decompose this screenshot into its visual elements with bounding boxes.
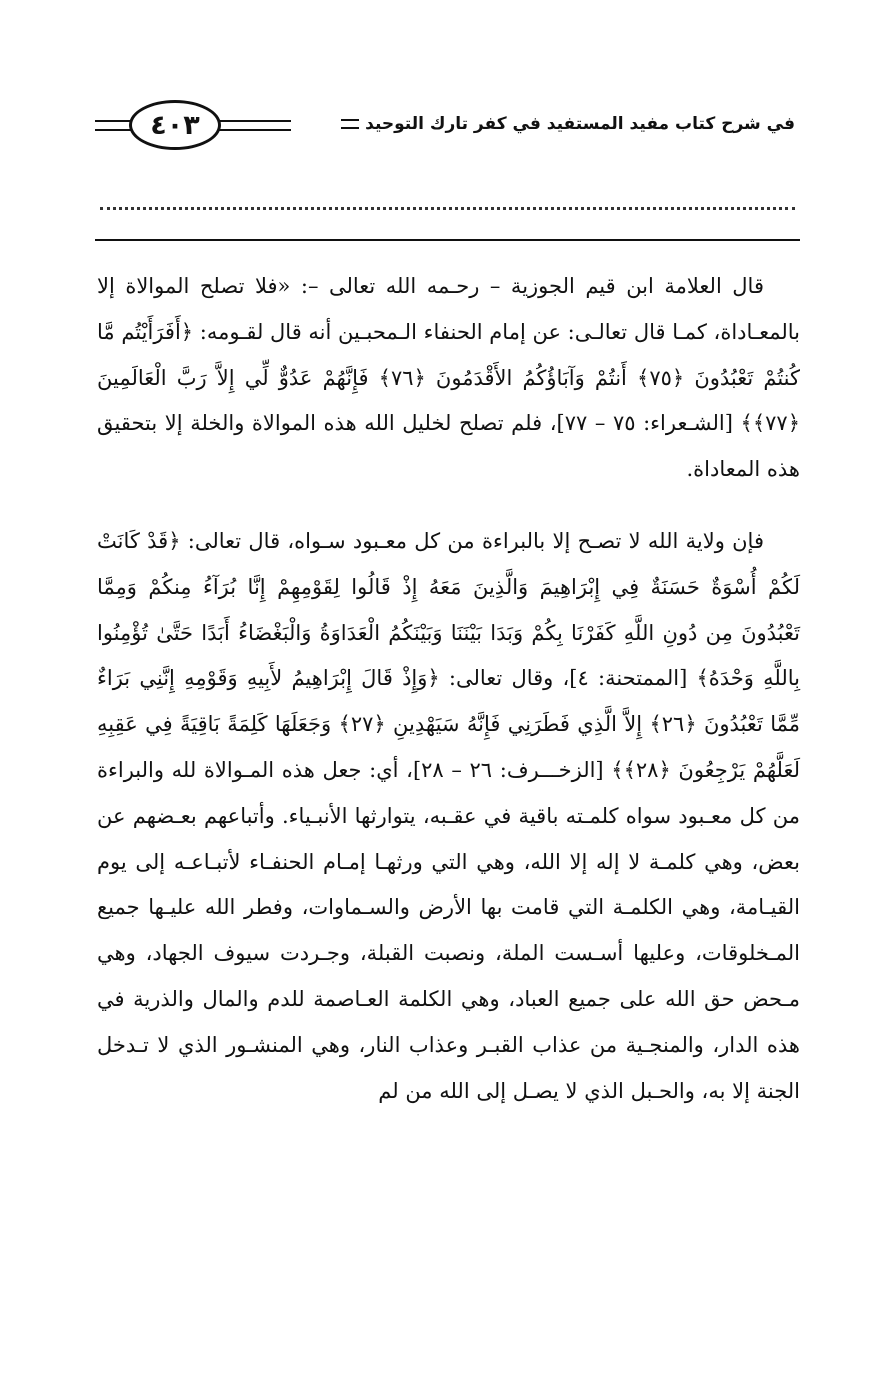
page-number-badge — [129, 100, 221, 150]
header-solid-divider — [95, 239, 800, 241]
title-double-rule — [341, 119, 359, 129]
page-header — [95, 100, 795, 160]
paragraph-wilayah-baraah: فإن ولاية الله لا تصـح إلا بالبراءة من كل معـبود سـواه، قال تعالى: ﴿قَدْ كَانَتْ لَكُمْ أُسْوَةٌ حَسَنَةٌ فِي إِبْرَاهِيمَ وَالَّذِينَ مَعَهُ إِذْ قَالُوا لِقَوْمِهِمْ إِنَّا بُرَآءُ مِنكُمْ وَمِمَّا تَعْبُدُونَ مِن دُونِ اللَّهِ كَفَرْنَا بِكُمْ وَبَدَا بَيْنَنَا وَبَيْنَكُمُ الْعَدَاوَةُ وَالْبَغْضَاءُ أَبَدًا حَتَّىٰ تُؤْمِنُوا بِاللَّهِ وَحْدَهُ﴾ [الممتحنة: ٤]، وقال تعالى: ﴿وَإِذْ قَالَ إِبْرَاهِيمُ لأَبِيهِ وَقَوْمِهِ إِنَّنِي بَرَاءٌ مِّمَّا تَعْبُدُونَ ﴿٢٦﴾ إِلاَّ الَّذِي فَطَرَنِي فَإِنَّهُ سَيَهْدِينِ ﴿٢٧﴾ وَجَعَلَهَا كَلِمَةً بَاقِيَةً فِي عَقِبِهِ لَعَلَّهُمْ يَرْجِعُونَ ﴿٢٨﴾﴾ [الزخـــرف: ٢٦ – ٢٨]، أي: جعل هذه المـوالاة لله والبراءة من كل معـبود سواه كلمـته باقية في عقـبه، يتوارثها الأنبـياء. وأتباعهم بعـضهم عن بعض، وهي كلمـة لا إله إلا الله، وهي التي ورثهـا إمـام الحنفـاء لأتبـاعـه إلى يوم القيـامة، وهي الكلمـة التي قامت بها الأرض والسـماوات، وفطر الله عليـها جميع المـخلوقات، وعليها أسـست الملة، ونصبت القبلة، وجـردت سيوف الجهاد، وهي مـحض حق الله على جميع العباد، وهي الكلمة العـاصمة للدم والمال والذرية في هذه الدار، والمنجـية من عذاب القبـر وعذاب النار، وهي المنشـور الذي لا تـدخل الجنة إلا به، والحـبل الذي لا يصـل إلى الله من لم — [97, 528, 801, 1103]
page-body — [97, 264, 800, 1114]
running-title — [341, 114, 795, 134]
header-dotted-divider — [100, 207, 795, 210]
running-title-text: في شرح كتاب مفيد المستفيد في كفر تارك التوحيد — [365, 114, 795, 134]
paragraph-ibn-qayyim-quote: قال العلامة ابن قيم الجوزية – رحـمه الله تعالى –: «فلا تصلح الموالاة إلا بالمعـاداة، كمـا قال تعالـى: عن إمام الحنفاء الـمحبـين أنه قال لقـومه: ﴿أَفَرَأَيْتُم مَّا كُنتُمْ تَعْبُدُونَ ﴿٧٥﴾ أَنتُمْ وَآبَاؤُكُمُ الأَقْدَمُونَ ﴿٧٦﴾ فَإِنَّهُمْ عَدُوٌّ لِّي إِلاَّ رَبَّ الْعَالَمِينَ ﴿٧٧﴾﴾ [الشـعراء: ٧٥ – ٧٧]، فلم تصلح لخليل الله هذه الموالاة والخلة إلا بتحقيق هذه المعاداة. — [97, 274, 800, 482]
header-double-rule-middle — [219, 120, 291, 131]
header-double-rule-left — [95, 120, 131, 131]
page-number: ٤٠٣ — [150, 109, 200, 141]
